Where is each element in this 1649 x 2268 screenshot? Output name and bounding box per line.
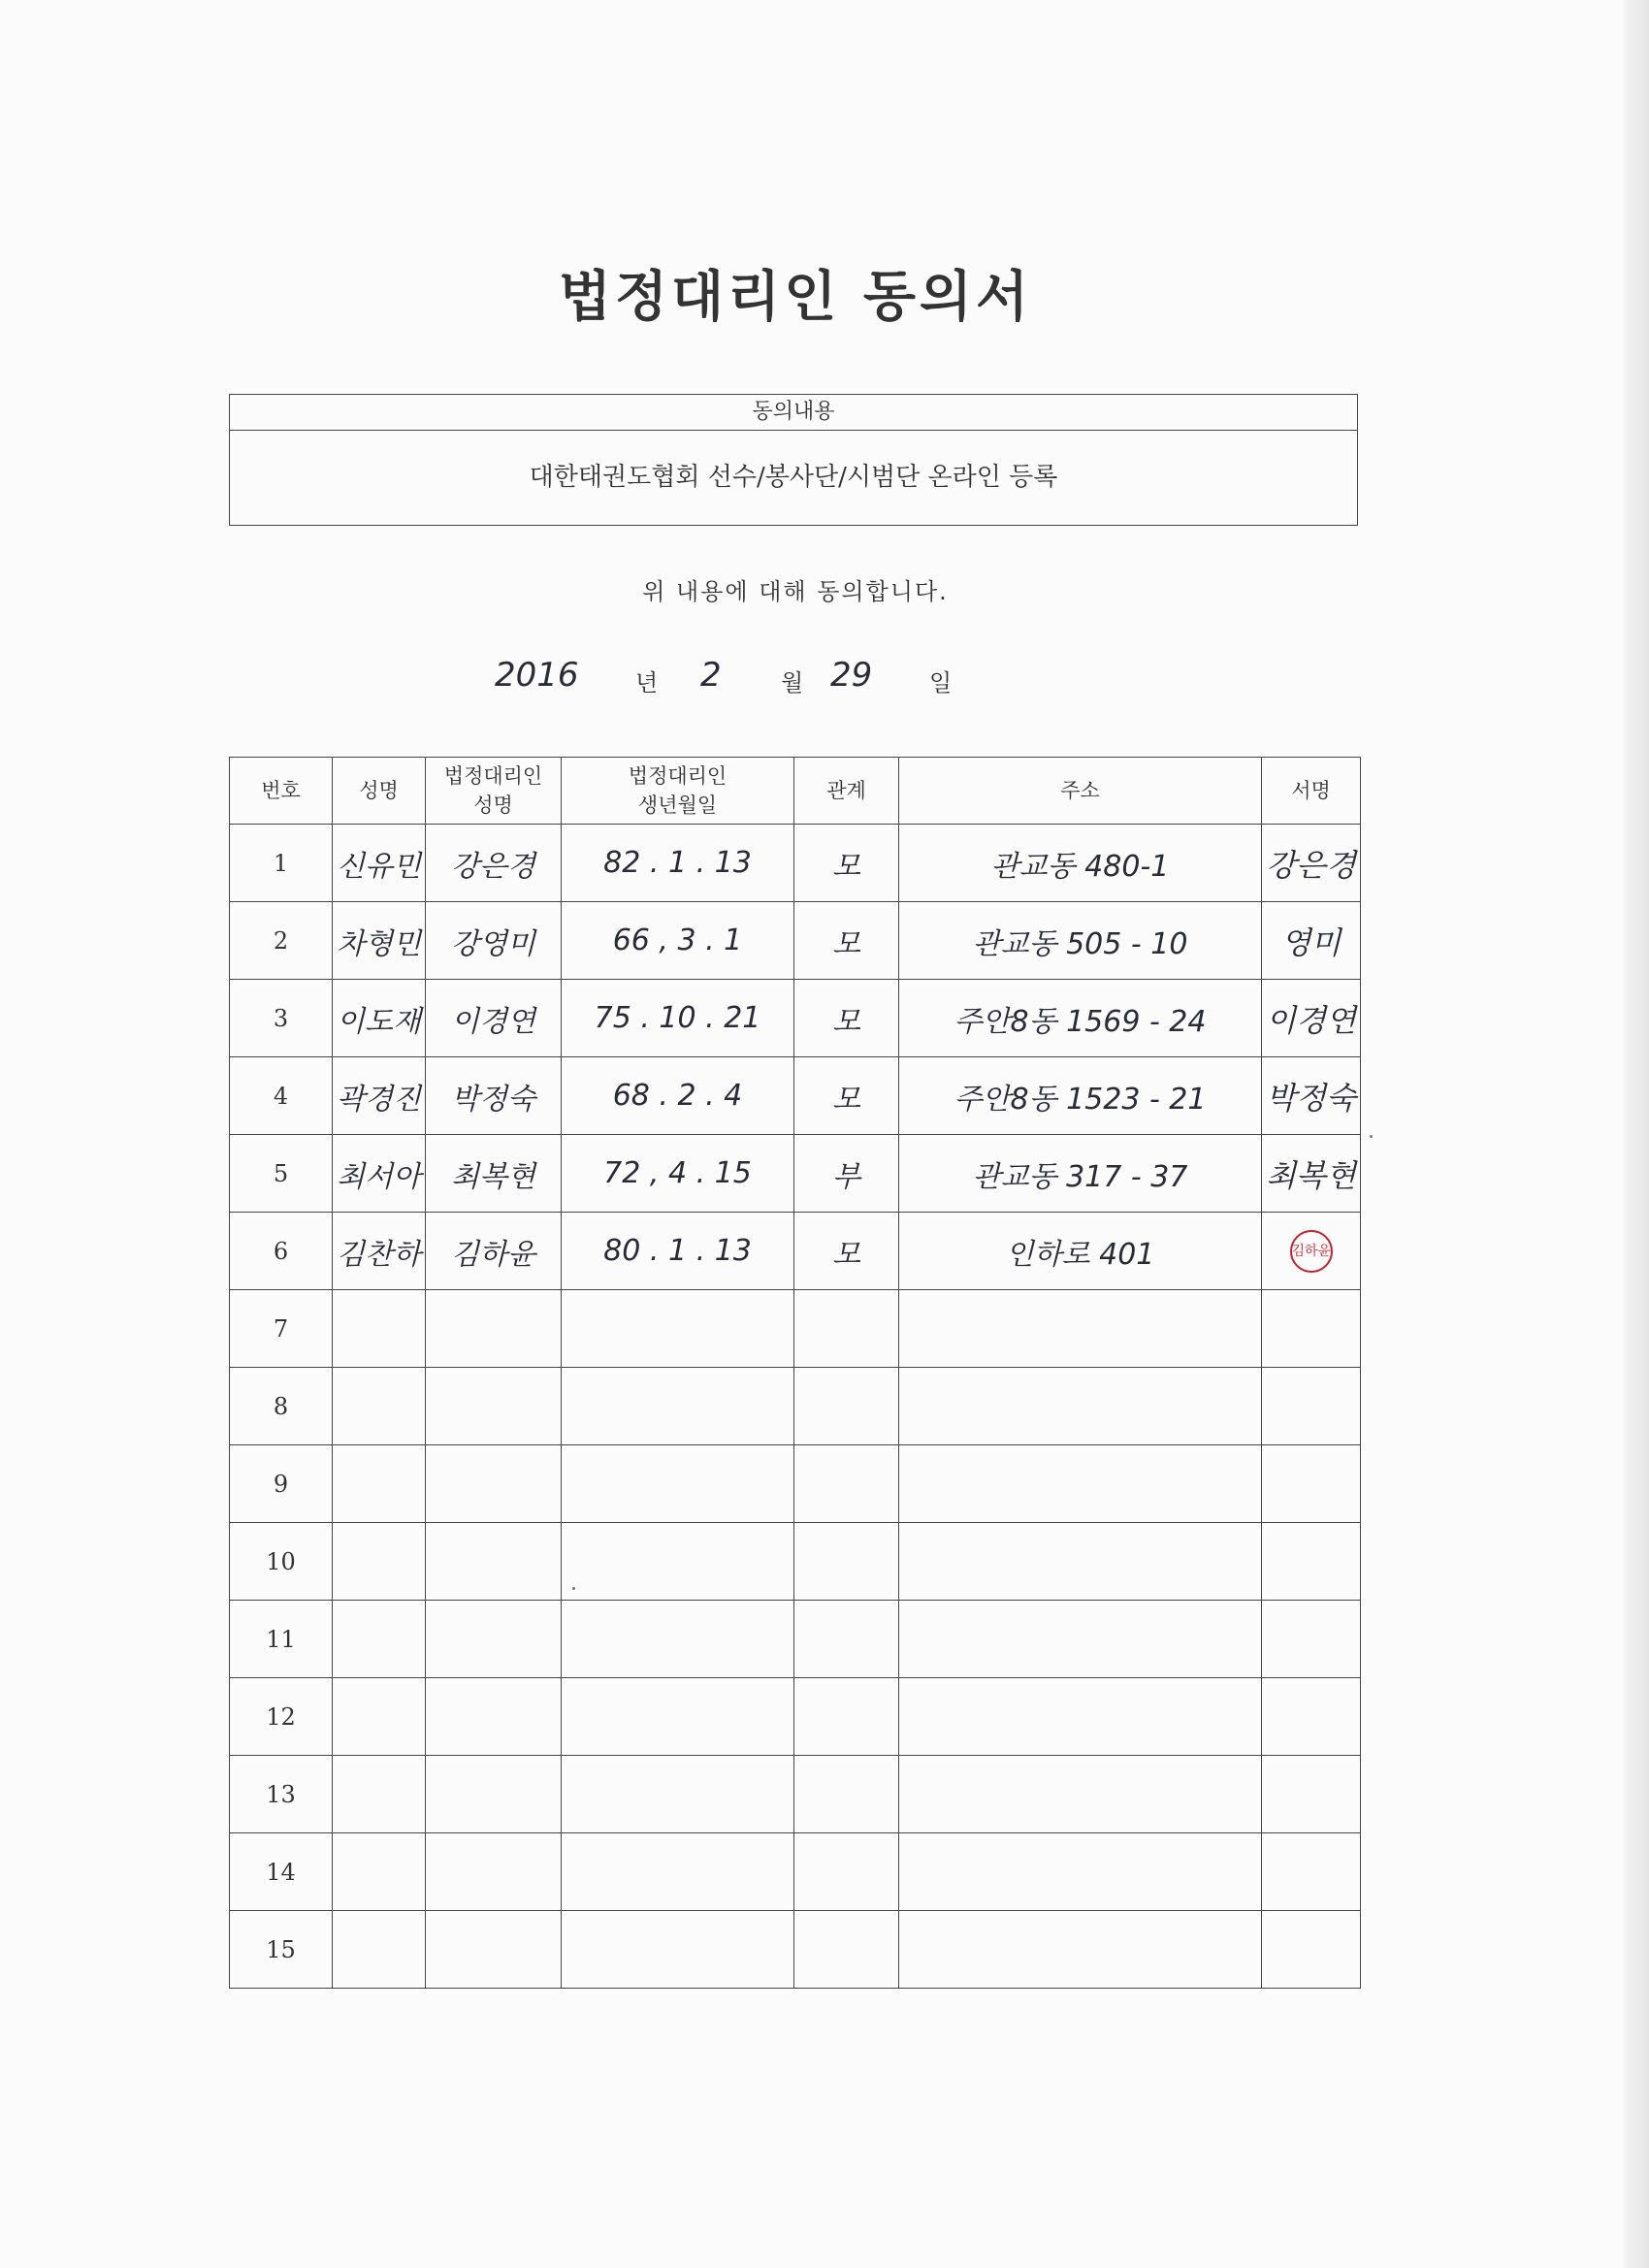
relation-cell (794, 1678, 899, 1756)
address-cell (899, 1290, 1262, 1368)
relation-cell (794, 825, 899, 902)
member-name-cell (333, 1833, 426, 1911)
address-cell (899, 1445, 1262, 1523)
guardian-name-cell (426, 825, 562, 902)
signature-cell (1262, 1290, 1361, 1368)
table-row (230, 1523, 1361, 1601)
guardian-birth: 75 . 10 . 21 (594, 1001, 761, 1035)
guardian-birth-cell (562, 1057, 794, 1135)
member-name-cell (333, 1290, 426, 1368)
guardian-name-cell (426, 1833, 562, 1911)
header-guardian-birth: 법정대리인 생년월일 (562, 758, 794, 825)
relation: 모 (832, 1004, 860, 1039)
guardian-birth-cell (562, 1213, 794, 1290)
guardian-birth-cell (562, 1523, 794, 1601)
guardian-birth: 82 . 1 . 13 (603, 846, 752, 880)
row-number-cell: 15 (230, 1911, 333, 1989)
table-row (230, 980, 1361, 1057)
guardian-birth: 72 , 4 . 15 (603, 1156, 752, 1190)
relation-cell (794, 1523, 899, 1601)
guardian-name-cell (426, 1756, 562, 1833)
relation-cell (794, 1135, 899, 1213)
signature: 이경연 (1266, 1001, 1356, 1039)
guardian-name-cell (426, 1678, 562, 1756)
relation: 모 (832, 849, 860, 884)
guardian-birth: 80 . 1 . 13 (603, 1234, 752, 1268)
address-cell (899, 1368, 1262, 1445)
signature-cell (1262, 1057, 1361, 1135)
guardian-birth-cell (562, 1445, 794, 1523)
scan-speck (1370, 1135, 1373, 1138)
scan-edge (1624, 0, 1649, 2268)
signature-cell (1262, 902, 1361, 980)
address-cell (899, 1756, 1262, 1833)
seal-stamp-icon: 김하윤 (1290, 1230, 1333, 1273)
guardian-name: 박정숙 (451, 1082, 535, 1117)
table-row (230, 1601, 1361, 1678)
row-number-cell: 2 (230, 902, 333, 980)
guardian-birth-cell (562, 1756, 794, 1833)
guardian-name-cell (426, 1445, 562, 1523)
guardian-name: 이경연 (451, 1004, 535, 1039)
relation-cell (794, 1213, 899, 1290)
relation: 부 (832, 1159, 860, 1194)
guardian-birth-cell (562, 980, 794, 1057)
guardian-birth-cell (562, 1368, 794, 1445)
relation: 모 (832, 926, 860, 961)
guardian-name: 김하윤 (451, 1237, 535, 1272)
address-cell (899, 1057, 1262, 1135)
member-name: 최서아 (337, 1159, 421, 1194)
guardian-birth-cell (562, 1833, 794, 1911)
address-cell (899, 980, 1262, 1057)
guardian-name-cell (426, 980, 562, 1057)
row-number-cell: 4 (230, 1057, 333, 1135)
member-name-cell (333, 1445, 426, 1523)
address-cell (899, 902, 1262, 980)
guardian-birth: 68 . 2 . 4 (612, 1079, 743, 1113)
guardian-birth-cell (562, 902, 794, 980)
guardian-birth-cell (562, 1911, 794, 1989)
date-year-unit: 년 (635, 669, 659, 697)
header-relation: 관계 (794, 758, 899, 825)
table-row (230, 1833, 1361, 1911)
header-no: 번호 (230, 758, 333, 825)
member-name-cell (333, 1368, 426, 1445)
signature-cell (1262, 825, 1361, 902)
signature: 영미 (1280, 923, 1342, 961)
guardian-name: 강은경 (451, 849, 535, 884)
member-name-cell (333, 1911, 426, 1989)
address-cell (899, 1678, 1262, 1756)
table-row (230, 1213, 1361, 1290)
relation: 모 (832, 1237, 860, 1272)
member-name-cell (333, 1601, 426, 1678)
row-number-cell: 7 (230, 1290, 333, 1368)
address: 주안8동 1523 - 21 (954, 1082, 1207, 1117)
date-year: 2016 (495, 656, 579, 695)
row-number-cell: 14 (230, 1833, 333, 1911)
guardian-name: 강영미 (451, 926, 535, 961)
relation-cell (794, 1756, 899, 1833)
row-number-cell: 6 (230, 1213, 333, 1290)
table-row (230, 825, 1361, 902)
table-row (230, 1368, 1361, 1445)
row-number-cell: 8 (230, 1368, 333, 1445)
relation-cell (794, 1445, 899, 1523)
guardian-name-cell (426, 1135, 562, 1213)
guardian-birth-cell (562, 1601, 794, 1678)
header-guardian-name: 법정대리인 성명 (426, 758, 562, 825)
member-name-cell (333, 1057, 426, 1135)
signature-cell (1262, 1213, 1361, 1290)
guardian-birth: 66 , 3 . 1 (612, 923, 743, 957)
scan-speck (572, 1587, 575, 1590)
guardian-table (229, 757, 1361, 1989)
table-row (230, 1057, 1361, 1135)
signature-cell (1262, 980, 1361, 1057)
relation-cell (794, 1833, 899, 1911)
address: 관교동 505 - 10 (972, 926, 1188, 961)
address: 주안8동 1569 - 24 (954, 1004, 1207, 1039)
row-number-cell: 13 (230, 1756, 333, 1833)
relation-cell (794, 902, 899, 980)
address-cell (899, 1833, 1262, 1911)
relation-cell (794, 1368, 899, 1445)
signature-cell (1262, 1135, 1361, 1213)
guardian-name-cell (426, 1523, 562, 1601)
row-number-cell: 10 (230, 1523, 333, 1601)
table-row (230, 1290, 1361, 1368)
signature-cell (1262, 1523, 1361, 1601)
member-name-cell (333, 825, 426, 902)
document-title: 법정대리인 동의서 (558, 265, 1033, 329)
table-row (230, 1135, 1361, 1213)
row-number-cell: 11 (230, 1601, 333, 1678)
address-cell (899, 1523, 1262, 1601)
guardian-birth-cell (562, 1290, 794, 1368)
agreement-statement: 위 내용에 대해 동의합니다. (642, 578, 949, 605)
table-header-row (230, 758, 1361, 825)
consent-text: 대한태권도협회 선수/봉사단/시범단 온라인 등록 (529, 463, 1058, 492)
relation-cell (794, 1057, 899, 1135)
signature-cell (1262, 1833, 1361, 1911)
date-day-unit: 일 (929, 669, 953, 697)
relation-cell (794, 1911, 899, 1989)
signature-cell (1262, 1601, 1361, 1678)
member-name: 신유민 (337, 849, 421, 884)
guardian-birth-cell (562, 1678, 794, 1756)
signature-cell (1262, 1678, 1361, 1756)
consent-header: 동의내용 (230, 395, 1357, 431)
address-cell (899, 825, 1262, 902)
date-day: 29 (830, 656, 873, 695)
header-address: 주소 (899, 758, 1262, 825)
signature-cell (1262, 1368, 1361, 1445)
address-cell (899, 1911, 1262, 1989)
date-month: 2 (700, 656, 722, 695)
signature: 강은경 (1266, 846, 1356, 884)
member-name: 차형민 (337, 926, 421, 961)
member-name-cell (333, 1523, 426, 1601)
relation: 모 (832, 1082, 860, 1117)
signature-cell (1262, 1911, 1361, 1989)
row-number-cell: 1 (230, 825, 333, 902)
address: 관교동 317 - 37 (972, 1159, 1188, 1194)
table-row (230, 1911, 1361, 1989)
relation-cell (794, 1290, 899, 1368)
date-month-unit: 월 (781, 669, 804, 697)
consent-content-box (229, 394, 1358, 526)
guardian-name-cell (426, 1601, 562, 1678)
member-name: 김찬하 (337, 1237, 421, 1272)
signature: 박정숙 (1266, 1079, 1356, 1117)
guardian-name-cell (426, 1057, 562, 1135)
member-name-cell (333, 1756, 426, 1833)
table-row (230, 902, 1361, 980)
guardian-birth-cell (562, 1135, 794, 1213)
member-name-cell (333, 1213, 426, 1290)
guardian-name-cell (426, 1290, 562, 1368)
address: 인하로 401 (1005, 1237, 1155, 1272)
table-row (230, 1678, 1361, 1756)
table-row (230, 1756, 1361, 1833)
member-name-cell (333, 1135, 426, 1213)
guardian-name: 최복현 (451, 1159, 535, 1194)
signature-cell (1262, 1445, 1361, 1523)
header-signature: 서명 (1262, 758, 1361, 825)
address-cell (899, 1213, 1262, 1290)
signature: 최복현 (1266, 1156, 1356, 1194)
member-name: 곽경진 (337, 1082, 421, 1117)
member-name-cell (333, 902, 426, 980)
guardian-birth-cell (562, 825, 794, 902)
guardian-name-cell (426, 902, 562, 980)
address-cell (899, 1135, 1262, 1213)
address: 관교동 480-1 (990, 849, 1170, 884)
member-name-cell (333, 1678, 426, 1756)
table-row (230, 1445, 1361, 1523)
row-number-cell: 12 (230, 1678, 333, 1756)
guardian-name-cell (426, 1368, 562, 1445)
relation-cell (794, 1601, 899, 1678)
guardian-name-cell (426, 1213, 562, 1290)
address-cell (899, 1601, 1262, 1678)
header-name: 성명 (333, 758, 426, 825)
row-number-cell: 3 (230, 980, 333, 1057)
member-name-cell (333, 980, 426, 1057)
row-number-cell: 5 (230, 1135, 333, 1213)
guardian-name-cell (426, 1911, 562, 1989)
signature-cell (1262, 1756, 1361, 1833)
member-name: 이도재 (337, 1004, 421, 1039)
relation-cell (794, 980, 899, 1057)
row-number-cell: 9 (230, 1445, 333, 1523)
